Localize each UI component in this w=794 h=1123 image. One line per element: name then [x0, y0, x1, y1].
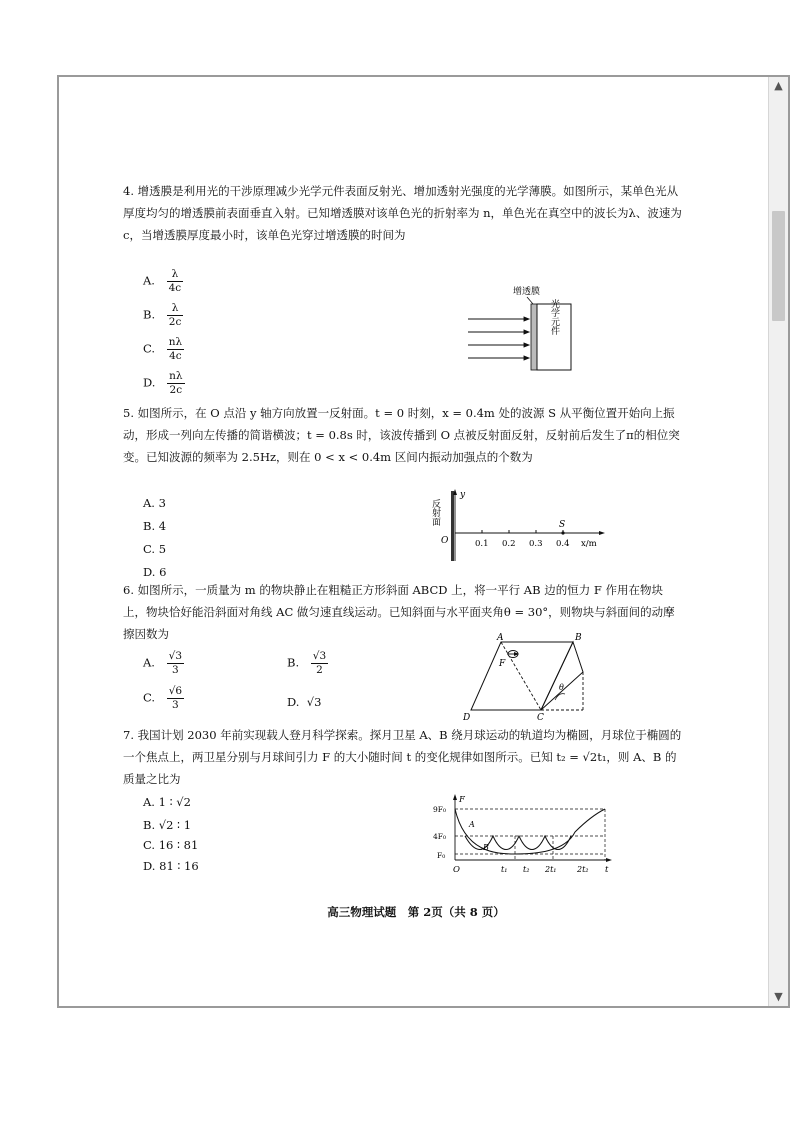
vertical-scrollbar[interactable] — [768, 77, 788, 1006]
question-5 — [123, 402, 683, 468]
scroll-down-button[interactable]: ▼ — [774, 990, 783, 1003]
svg-text:2t₁: 2t₁ — [545, 865, 557, 872]
document-viewer — [57, 75, 790, 1008]
q7-option-d: D. 81 ∶ 16 — [143, 859, 199, 873]
question-6-stem: 6. 如图所示，一质量为 m 的物块静止在粗糙正方形斜面 ABCD 上，将一平行 AB 边的恒力 F 作用在物块上，物块恰好能沿斜面对角线 AC 做匀速直线运动。已知斜面与水平面夹角θ = 30°，则物块与斜面间的动摩擦因数为 — [123, 583, 675, 641]
q4-option-a: A. $\frac{\lambda}{4c}$ — [143, 268, 182, 294]
svg-text:t: t — [605, 865, 609, 872]
q5-option-a: A. 3 — [143, 496, 166, 510]
question-6 — [123, 579, 683, 645]
q5-figure — [423, 487, 623, 567]
q7-option-c: C. 16 ∶ 81 — [143, 838, 199, 852]
q6-option-b: B. $\frac{√3}{2}$ — [287, 650, 327, 676]
q5-option-d: D. 6 — [143, 565, 167, 579]
slope-side — [541, 642, 583, 710]
scroll-up-button[interactable]: ▲ — [774, 79, 783, 92]
svg-text:O: O — [453, 865, 460, 872]
page-footer: 高三物理试题 第 2页（共 8 页） — [327, 905, 505, 919]
svg-text:D: D — [463, 713, 471, 722]
svg-text:2t₂: 2t₂ — [577, 865, 589, 872]
level-9f0: 9F₀ — [433, 805, 446, 814]
q7-option-a: A. 1 ∶ √2 — [143, 795, 191, 809]
svg-text:t₂: t₂ — [523, 865, 530, 872]
svg-text:θ: θ — [559, 683, 564, 692]
level-4f0: 4F₀ — [433, 832, 446, 841]
svg-text:t₁: t₁ — [501, 865, 508, 872]
reflecting-surface — [451, 491, 454, 561]
curve-a — [455, 809, 605, 854]
q7-option-b: B. √2 ∶ 1 — [143, 818, 192, 832]
q4-option-d: D. $\frac{n\lambda}{2c}$ — [143, 370, 183, 396]
document-page — [63, 77, 770, 1006]
question-7-stem: 7. 我国计划 2030 年前实现载人登月科学探索。探月卫星 A、B 绕月球运动的轨道均为椭圆，月球位于椭圆的一个焦点上，两卫星分别与月球间引力 F 的大小随时间 t 的变化规律如图所示。已知 t₂ = √2t₁，则 A、B 的质量之比为 — [123, 728, 682, 786]
tick-0.1: 0.1 — [475, 539, 489, 549]
svg-text:x/m: x/m — [581, 539, 597, 549]
q5-option-b: B. 4 — [143, 519, 167, 533]
svg-text:y: y — [460, 490, 466, 500]
mirror-label: 反射面 — [430, 499, 440, 526]
q7-figure — [425, 792, 615, 872]
svg-text:B: B — [575, 633, 582, 643]
level-f0: F₀ — [437, 851, 446, 860]
svg-text:F: F — [459, 795, 465, 805]
svg-text:O: O — [441, 536, 449, 546]
q6-option-a: A. $\frac{√3}{3}$ — [143, 650, 182, 676]
svg-text:S: S — [559, 520, 566, 530]
element-label: 光学元件 — [549, 299, 559, 335]
tick-0.3: 0.3 — [529, 539, 543, 549]
diagonal-ac — [501, 642, 541, 710]
slope-face-abcd — [471, 642, 573, 710]
film-label: 增透膜 — [513, 287, 541, 297]
wave-source — [561, 531, 564, 534]
q4-option-b: B. $\frac{\lambda}{2c}$ — [143, 302, 182, 328]
q4-option-c: C. $\frac{n\lambda}{4c}$ — [143, 336, 183, 362]
scrollbar-thumb[interactable] — [772, 211, 785, 321]
q6-figure — [463, 632, 593, 722]
q4-figure — [463, 282, 583, 372]
question-7 — [123, 724, 683, 790]
incident-rays — [468, 317, 529, 360]
tick-0.4: 0.4 — [556, 539, 570, 549]
question-4-stem: 4. 增透膜是利用光的干涉原理减少光学元件表面反射光、增加透射光强度的光学薄膜。如图所示，某单色光从厚度均匀的增透膜前表面垂直入射。已知增透膜对该单色光的折射率为 n，单色光在真空中的波长为λ、波速为 c，当增透膜厚度最小时，该单色光穿过增透膜的时间为 — [123, 184, 682, 242]
svg-text:F: F — [499, 659, 506, 669]
q6-option-d: D. √3 — [287, 695, 322, 709]
q6-option-c: C. $\frac{√6}{3}$ — [143, 685, 183, 711]
question-4 — [123, 180, 683, 246]
svg-text:A: A — [497, 633, 504, 643]
svg-text:B: B — [483, 843, 489, 852]
question-5-stem: 5. 如图所示，在 O 点沿 y 轴方向放置一反射面。t = 0 时刻，x = 0.4m 处的波源 S 从平衡位置开始向上振动，形成一列向左传播的简谐横波；t = 0.8s 时，该波传播到 O 点被反射面反射，反射前后发生了π的相位突变。已知波源的频率为 2.5Hz，则在 0 < x < 0.4m 区间内振动加强点的个数为 — [123, 406, 680, 464]
svg-text:A: A — [469, 820, 475, 829]
q5-option-c: C. 5 — [143, 542, 167, 556]
tick-0.2: 0.2 — [502, 539, 516, 549]
svg-text:C: C — [537, 713, 544, 722]
film-layer — [531, 304, 537, 370]
